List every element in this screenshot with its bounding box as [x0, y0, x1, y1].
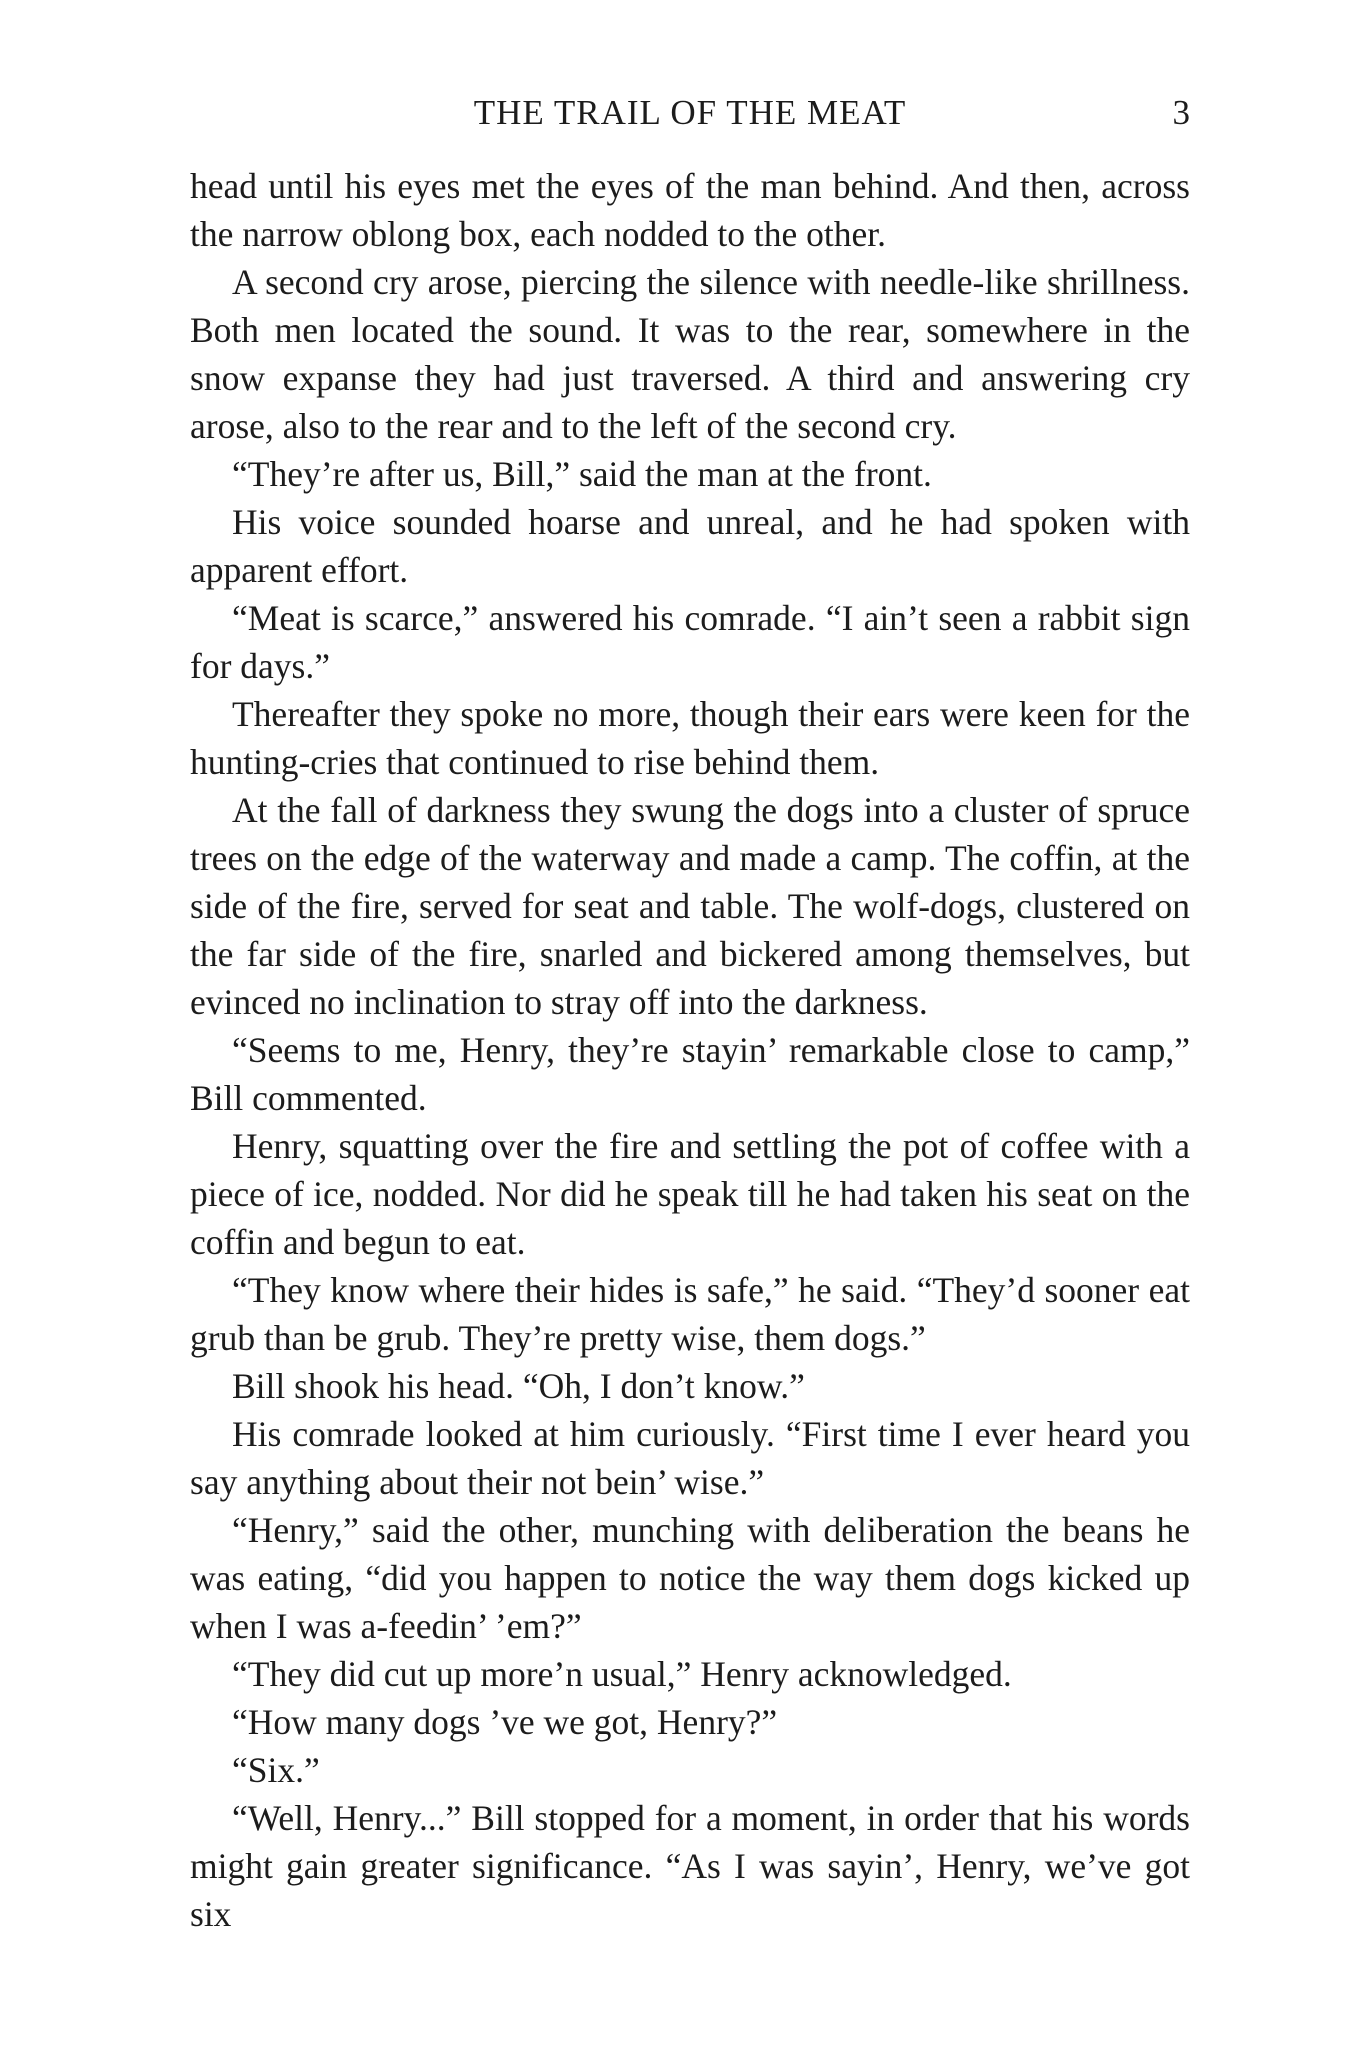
paragraph: At the fall of darkness they swung the dogs into a cluster of spruce trees on the edge of the waterway and made a camp. The coffin, at the side of the fire, served for seat and table. The wolf-dogs, clustered on the far side of the fire, snarled and bickered among themselves, but evinced no inclination to stray off into the darkness.	[190, 790, 1190, 1022]
paragraph: “Meat is scarce,” answered his comrade. “I ain’t seen a rabbit sign for days.”	[190, 598, 1190, 686]
paragraph: Thereafter they spoke no more, though their ears were keen for the hunting-cries that continued to rise behind them.	[190, 694, 1190, 782]
running-header	[190, 88, 1190, 138]
paragraph: Bill shook his head. “Oh, I don’t know.”	[232, 1366, 805, 1406]
body-text	[190, 162, 1190, 1938]
running-title: THE TRAIL OF THE MEAT	[473, 93, 907, 132]
paragraph: “They did cut up more’n usual,” Henry acknowledged.	[232, 1654, 1012, 1694]
paragraph: A second cry arose, piercing the silence with needle-like shrillness. Both men located the sound. It was to the rear, somewhere in the snow expanse they had just traversed. A third and answering cry arose, also to the rear and to the left of the second cry.	[190, 262, 1190, 446]
paragraph: “They’re after us, Bill,” said the man at the front.	[232, 454, 932, 494]
page-number: 3	[1172, 93, 1190, 132]
paragraph: “Well, Henry...” Bill stopped for a moment, in order that his words might gain greater significance. “As I was sayin’, Henry, we’ve got six	[190, 1798, 1190, 1934]
paragraph: His comrade looked at him curiously. “First time I ever heard you say anything about their not bein’ wise.”	[190, 1414, 1190, 1502]
paragraph: “Six.”	[232, 1750, 320, 1790]
paragraph: “Seems to me, Henry, they’re stayin’ remarkable close to camp,” Bill commented.	[190, 1030, 1190, 1118]
paragraph: “Henry,” said the other, munching with deliberation the beans he was eating, “did you happen to notice the way them dogs kicked up when I was a-feedin’ ’em?”	[190, 1510, 1190, 1646]
paragraph: His voice sounded hoarse and unreal, and he had spoken with apparent effort.	[190, 502, 1190, 590]
paragraph: “They know where their hides is safe,” he said. “They’d sooner eat grub than be grub. They’re pretty wise, them dogs.”	[190, 1270, 1190, 1358]
paragraph: “How many dogs ’ve we got, Henry?”	[232, 1702, 778, 1742]
paragraph: head until his eyes met the eyes of the man behind. And then, across the narrow oblong box, each nodded to the other.	[190, 166, 1190, 254]
paragraph: Henry, squatting over the fire and settling the pot of coffee with a piece of ice, nodded. Nor did he speak till he had taken his seat on the coffin and begun to eat.	[190, 1126, 1190, 1262]
